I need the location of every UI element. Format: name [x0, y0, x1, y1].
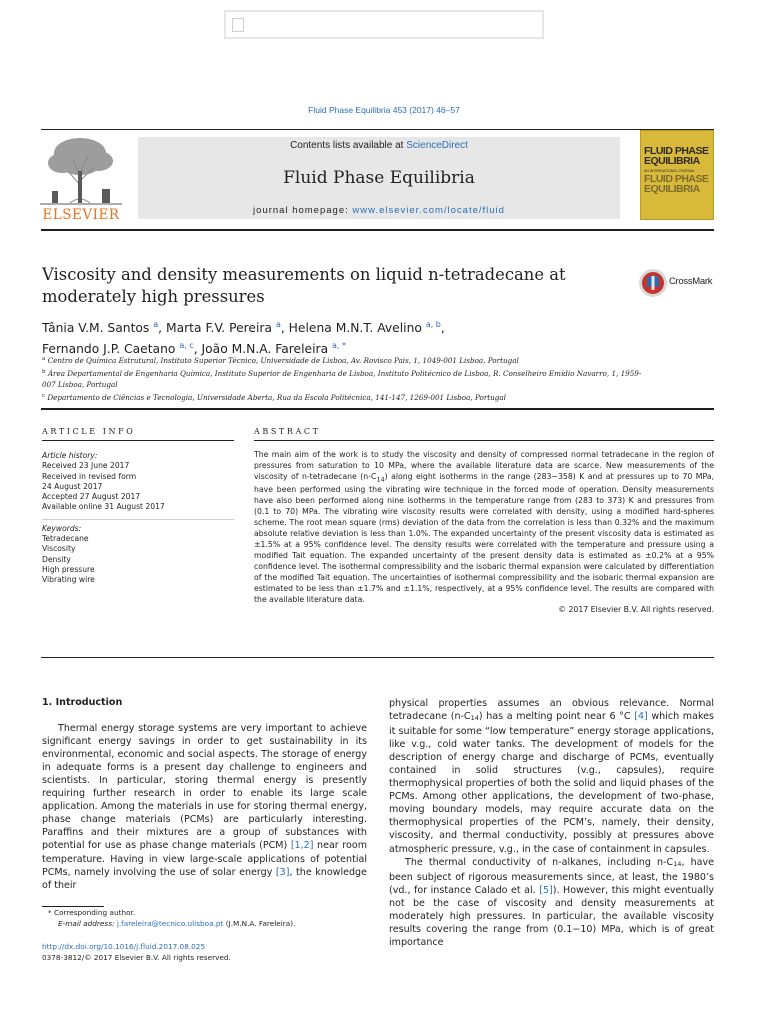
article-info-heading: ARTICLE INFO	[42, 427, 136, 436]
journal-homepage	[138, 205, 620, 216]
author-name: Marta F.V. Pereira	[165, 321, 273, 335]
cover-title-echo	[644, 175, 712, 195]
body-text: ). However, this might eventually not be the case of viscosity and density measurements at moderately high pressures. In particular, the available viscosity results covering the range from (0.1−10) MPa, which is of great importance	[389, 884, 715, 948]
crossmark-badge[interactable]	[638, 268, 718, 296]
corresponding-author-note: * Corresponding author.	[48, 908, 136, 917]
affiliation-text: Departamento de Ciências e Tecnologia, Universidade Aberta, Rua da Escola Politécnica, 141-147, 1269-001 Lisboa, Portugal	[47, 393, 506, 403]
abstract-text	[254, 450, 714, 616]
author-name: Fernando J.P. Caetano	[42, 342, 176, 356]
author-affiliation-mark[interactable]: a	[153, 320, 159, 329]
body-paragraph	[389, 856, 714, 949]
history-item: Accepted 27 August 2017	[42, 492, 141, 502]
body-column-left	[42, 696, 367, 892]
abstract-subscript: 14	[376, 475, 385, 484]
body-text: , have been subject of rigorous measurements since, at least, the 1980’s (vd., for instance Calado et al.	[389, 856, 714, 896]
body-text: Thermal energy storage systems are very important to achieve significant energy savings in order to get sustainability in its environmental, economic and social aspects. The storage of energy in adequate forms is a present day challenge to engineers and scientists. In particular, storing thermal energy is presently requiring further research in order to enable its large scale application. Among the materials in use for storing thermal energy, phase change materials (PCMs) are particularly interesting. Paraffins and their mixtures are a group of substances with potential for use as phase change materials (PCM)	[42, 723, 367, 852]
body-text: near room temperature. Having in view large-scale applications of potential PCMs, namely involving the use of solar energy	[42, 840, 368, 878]
footnotes	[42, 908, 372, 929]
author-affiliation-mark[interactable]: a, c	[179, 341, 194, 350]
email-note	[42, 919, 372, 930]
author-name: João M.N.A. Fareleira	[201, 342, 329, 356]
reference-link[interactable]: [5]	[539, 884, 553, 896]
affiliation-item	[42, 391, 642, 403]
author-name: Helena M.N.T. Avelino	[288, 321, 422, 335]
affiliations	[42, 354, 642, 405]
article-title	[42, 264, 602, 308]
keywords-divider	[42, 519, 234, 520]
section-title: 1. Introduction	[42, 697, 123, 708]
contents-availability	[138, 140, 620, 151]
abstract-paragraph	[254, 450, 714, 605]
cover-title-line1: FLUID PHASE	[644, 145, 709, 157]
author-list: Tânia V.M. Santos $^a$, Marta F.V. Pereira $^a$, Helena M.N.T. Avelino $^{a, b}$, Fernando J.P. Caetano $^{a, c}$, João M.N.A. Fareleira $^{a, *}$	[42, 320, 445, 356]
journal-citation[interactable]: Fluid Phase Equilibria 453 (2017) 46–57	[308, 105, 460, 115]
reference-link[interactable]: [1,2]	[290, 840, 314, 852]
reference-link[interactable]: [3]	[275, 866, 290, 878]
title-line1: Viscosity and density measurements on liquid n-tetradecane at	[42, 265, 566, 284]
affiliation-mark: a	[42, 356, 46, 362]
abstract-text-part: ) along eight isotherms in the range (283−358) K and at pressures up to 70 MPa, have been performed using the vibrating wire technique in the forced mode of operation. Density measurements have also been performed along nine isotherms in the temperature range from (283 to 373) K and pressures from (0.1 to 70) MPa. The vibrating wire viscosity results were correlated with density, using a modified hard-spheres scheme. The root mean square (rms) deviation of the data from the correlation is less than 0.32% and the maximum absolute relative deviation is less than 1.0%. The expanded uncertainty of the present viscosity data is estimated as ±1.5% at a 95% confidence level. The density results were correlated with the temperature and pressure using a modified Tait equation. The expanded uncertainty of the present density data is estimated as ±0.2% at a 95% confidence level. The isothermal compressibility and the isobaric thermal expansion were calculated by differentiation of the modified Tait equation. The uncertainties of isothermal compressibility and the isobaric thermal expansion are estimated to be less than ±1.7% and ±1.1%, respectively, at a 95% confidence level. The results are compared with the available literature data.	[254, 471, 715, 604]
elsevier-wordmark: ELSEVIER	[42, 207, 120, 223]
image-icon	[232, 18, 244, 32]
homepage-prefix: journal homepage:	[253, 205, 353, 216]
contents-prefix: Contents lists available at	[290, 140, 407, 151]
history-item: Received in revised form	[42, 471, 137, 481]
abstract-rule	[254, 440, 714, 441]
abstract-copyright: © 2017 Elsevier B.V. All rights reserved.	[558, 605, 714, 615]
top-image-placeholder	[224, 10, 544, 39]
body-subscript: 14	[470, 714, 479, 723]
body-paragraph	[389, 697, 714, 856]
author-affiliation-mark[interactable]: a, *	[332, 341, 347, 350]
author-name: Tânia V.M. Santos	[42, 321, 150, 335]
title-line2: moderately high pressures	[42, 287, 265, 306]
email-owner: (J.M.N.A. Fareleira).	[223, 918, 296, 928]
body-paragraph	[42, 722, 367, 892]
abstract-text-part: The main aim of the work is to study the viscosity and density of compressed normal tetradecane in the region of pressures from saturation to 10 MPa, where the available literature data are scarce. New measurements of the viscosity of n-tetradecane (n-C	[254, 450, 714, 481]
body-text: The thermal conductivity of n-alkanes, including n-C	[405, 856, 674, 868]
keyword-item: Vibrating wire	[42, 575, 95, 585]
body-text: physical properties assumes an obvious relevance. Normal tetradecane (n-C	[389, 698, 714, 723]
journal-cover[interactable]	[640, 130, 714, 220]
body-text: which makes it suitable for some “low temperature” energy storage applications, like v.g., cold water tanks. The development of models for the description of energy charge and discharge of PCMs, eventually contained in solid structures (v.g., capsules), require thermophysical properties of both the solid and liquid phases of the PCMs. Among other applications, the development of two-phase, moving boundary models, may require accurate data on the thermophysical properties of the PCM’s, namely, their density, viscosity, and thermal conductivity, possibly at pressures above atmospheric pressure, v.g., in the case of containment in capsules.	[389, 711, 714, 855]
journal-banner	[138, 137, 620, 219]
cover-title-line2: EQUILIBRIA	[644, 154, 700, 167]
reference-link[interactable]: [4]	[634, 711, 648, 723]
body-subscript: 14	[673, 859, 682, 868]
doi-block	[42, 942, 372, 964]
history-item: Available online 31 August 2017	[42, 502, 165, 512]
body-text: ) has a melting point near 6 °C	[478, 711, 635, 723]
front-matter-rule	[41, 408, 714, 410]
keyword-item: Density	[42, 554, 71, 564]
crossmark-label: CrossMark	[669, 276, 713, 287]
issn-line: 0378-3812/© 2017 Elsevier B.V. All rights reserved.	[42, 952, 231, 962]
history-item: Received 23 June 2017	[42, 461, 130, 471]
body-column-right	[389, 697, 714, 949]
keyword-item: High pressure	[42, 564, 95, 574]
homepage-link[interactable]: www.elsevier.com/locate/fluid	[352, 205, 505, 216]
cover-echo-line1: FLUID PHASE	[644, 173, 709, 185]
body-text: , the knowledge of their	[42, 866, 367, 891]
affiliation-text: Centro de Química Estrutural, Instituto Superior Técnico, Universidade de Lisboa, Av. Rovisco Pais, 1, 1049-001 Lisboa, Portugal	[47, 356, 519, 365]
sciencedirect-link[interactable]: ScienceDirect	[406, 140, 468, 151]
header-rule	[41, 129, 714, 130]
elsevier-logo[interactable]	[40, 133, 122, 221]
email-link[interactable]: j.fareleira@tecnico.ulisboa.pt	[116, 918, 224, 928]
affiliation-item	[42, 354, 642, 366]
history-item: 24 August 2017	[42, 481, 103, 491]
cover-echo-line2: EQUILIBRIA	[644, 182, 700, 195]
keyword-item: Viscosity	[42, 544, 76, 554]
author-affiliation-mark[interactable]: a, b	[425, 320, 441, 329]
abstract-heading: ABSTRACT	[254, 427, 321, 436]
cover-subtitle: AN INTERNATIONAL JOURNAL	[644, 169, 695, 173]
crossmark-icon	[638, 268, 668, 298]
keyword-item: Tetradecane	[42, 534, 89, 544]
cover-title	[644, 147, 712, 167]
elsevier-tree-icon	[40, 133, 122, 207]
affiliation-item	[42, 367, 642, 390]
email-label: E-mail address:	[58, 918, 117, 928]
footnote-rule	[42, 906, 104, 907]
affiliation-mark: b	[42, 369, 46, 376]
journal-name: Fluid Phase Equilibria	[283, 168, 475, 188]
banner-rule	[41, 229, 714, 231]
article-info	[42, 451, 234, 586]
history-label: Article history:	[42, 451, 98, 460]
abstract-bottom-rule	[41, 657, 714, 658]
doi-link[interactable]: http://dx.doi.org/10.1016/j.fluid.2017.08.025	[42, 942, 206, 951]
keywords-label: Keywords:	[42, 523, 82, 533]
author-affiliation-mark[interactable]: a	[275, 320, 281, 329]
affiliation-text: Área Departamental de Engenharia Química, Instituto Superior de Engenharia de Lisboa, Instituto Politécnico de Lisboa, R. Conselheiro Emídio Navarro, 1, 1959-007 Lisboa, Portugal	[42, 369, 642, 389]
affiliation-mark: c	[42, 393, 46, 400]
article-info-rule	[42, 440, 234, 441]
